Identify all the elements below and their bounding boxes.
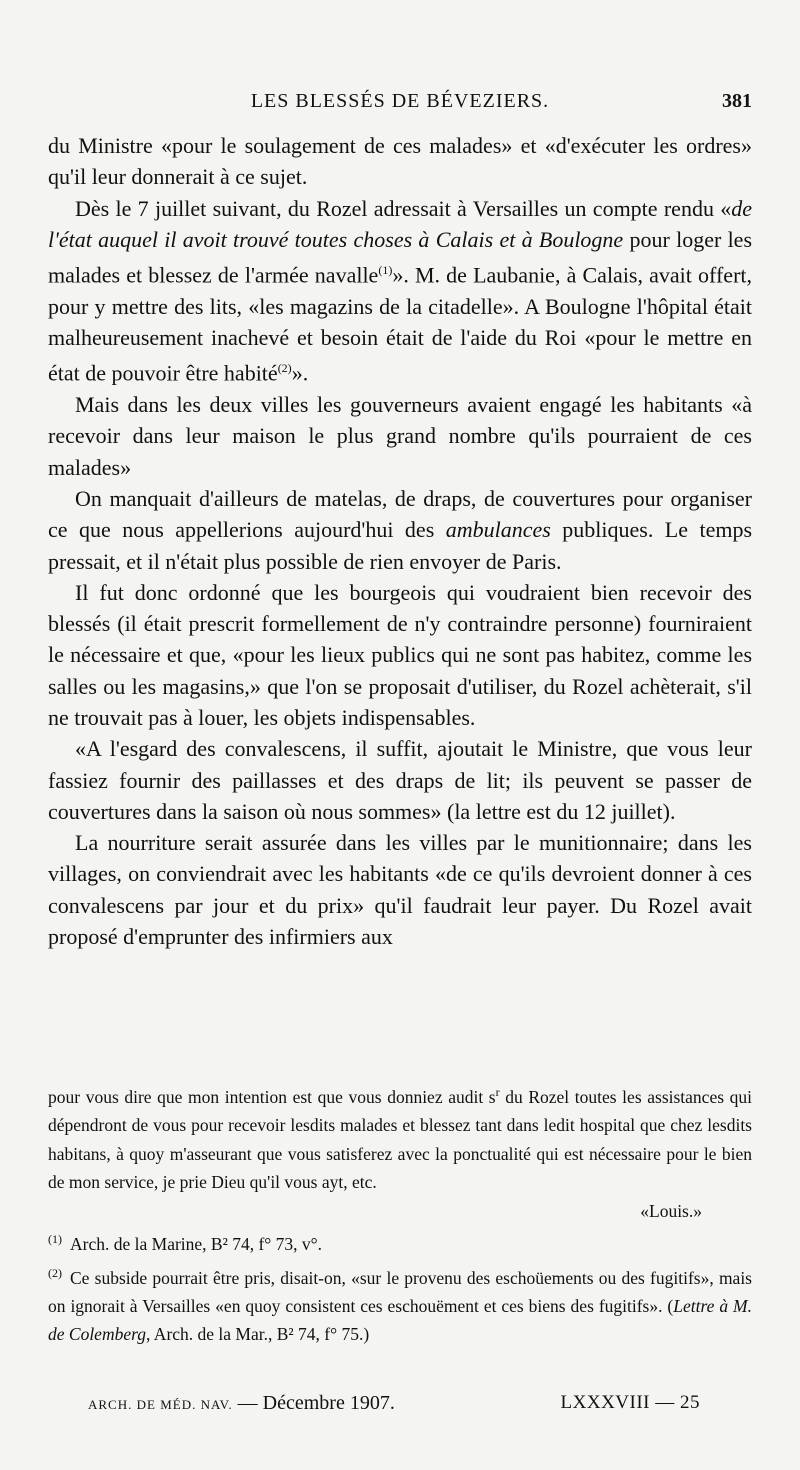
footer-journal-abbrev: ARCH. DE MÉD. NAV. xyxy=(88,1397,233,1412)
letter-superscript: r xyxy=(495,1085,500,1099)
footnote-2-part-a: Ce subside pourrait être pris, disait-on, «sur le provenu des eschoüements ou des fugitifs», mais on ignorait à Versailles «en quoy consistent ces eschouëment et ces biens des fugitifs». ( xyxy=(48,1267,752,1316)
paragraph-2 xyxy=(48,193,752,389)
letter-part-b: du Rozel toutes les assistances qui dépendront de vous pour recevoir lesdits malades et blessez tant dans ledit hospital que chez lesdits habitans, à quoy m'asseurant que vous satisferez avec la ponctualité qui est nécessaire pour le bien de mon service, je prie Dieu qu'il vous ayt, etc. xyxy=(48,1086,752,1193)
paragraph-4-italic: ambulances xyxy=(445,517,551,543)
footnote-1 xyxy=(48,1225,752,1258)
paragraph-2-part-c: pour loger les malades et blessez de l'armée navalle xyxy=(48,226,753,288)
paragraph-5: Il fut donc ordonné que les bourgeois qui voudraient bien recevoir des blessés (il était prescrit formellement de n'y contraindre personne) fourniraient le nécessaire et que, «pour les lieux publics qui ne sont pas habitez, comme les salles ou les magasins,» que l'on se proposait d'utiliser, du Rozel achèterait, s'il ne trouvait pas à louer, les objets indispensables. xyxy=(48,579,752,730)
paragraph-4-part-a: On manquait d'ailleurs de matelas, de draps, de couvertures pour organiser ce que nous appellerions aujourd'hui des xyxy=(48,485,752,543)
footnote-2 xyxy=(48,1259,752,1349)
main-text xyxy=(48,130,752,952)
paragraph-6: «A l'esgard des convalescens, il suffit, ajoutait le Ministre, que vous leur fassiez fournir des paillasses et des draps de lit; ils peuvent se passer de couvertures dans la saison où nous sommes» (la lettre est du 12 juillet). xyxy=(48,736,752,824)
running-title: LES BLESSÉS DE BÉVEZIERS. xyxy=(250,90,550,112)
footnote-2-mark: (2) xyxy=(48,1265,62,1280)
paragraph-3: Mais dans les deux villes les gouverneurs avaient engagé les habitants «à recevoir dans leur maison le plus grand nombre qu'ils pourraient de ces malades» xyxy=(48,392,752,480)
letter-signature: «Louis.» xyxy=(640,1200,702,1221)
footnote-ref-2: (2) xyxy=(277,361,292,376)
paragraph-2-part-d: ». M. de Laubanie, à Calais, avait offert, pour y mettre des lits, «les magazins de la citadelle». A Boulogne l'hôpital était malheureusement inachevé et besoin était de l'aide du Roi «pour le mettre en état de pouvoir être habité xyxy=(48,262,753,386)
running-header xyxy=(48,90,752,120)
paragraph-2-part-e: ». xyxy=(291,360,309,386)
paragraph-7: La nourriture serait assurée dans les villes par le munitionnaire; dans les villages, on conviendrait avec les habitants «de ce qu'ils devroient donner à ces convalescens par jour et du prix» qu'il faudrait leur payer. Du Rozel avait proposé d'emprunter des infirmiers aux xyxy=(48,830,752,950)
page-number: 381 xyxy=(722,90,752,112)
paragraph-1: du Ministre «pour le soulagement de ces malades» et «d'exécuter les ordres» qu'il leur donnerait à ce sujet. xyxy=(48,133,752,190)
paragraph-2-part-a: Dès le 7 juillet suivant, du Rozel adressait à Versailles un compte rendu « xyxy=(75,195,732,221)
footer-journal xyxy=(88,1392,395,1415)
paragraph-2-quote: de l'état auquel il avoit trouvé toutes choses à Calais et à Boulogne xyxy=(48,195,752,252)
footnote-1-text: Arch. de la Marine, B² 74, f° 73, v°. xyxy=(70,1234,323,1255)
footnote-ref-1: (1) xyxy=(378,263,393,278)
footer-date: — Décembre 1907. xyxy=(232,1392,395,1414)
letter-continuation xyxy=(48,1078,752,1197)
footnote-2-italic: Lettre à M. de Colemberg xyxy=(48,1295,752,1345)
notes-section xyxy=(48,1078,752,1349)
footnote-1-mark: (1) xyxy=(48,1232,62,1247)
paragraph-4-part-c: publiques. Le temps pressait, et il n'était plus possible de rien envoyer de Paris. xyxy=(48,517,753,574)
letter-part-a: pour vous dire que mon intention est que vous donniez audit s xyxy=(48,1086,496,1107)
footnote-2-part-c: , Arch. de la Mar., B² 74, f° 75.) xyxy=(146,1324,370,1345)
paragraph-4 xyxy=(48,483,752,577)
page-footer xyxy=(88,1392,700,1422)
footer-signature-mark: LXXXVIII — 25 xyxy=(560,1392,700,1413)
